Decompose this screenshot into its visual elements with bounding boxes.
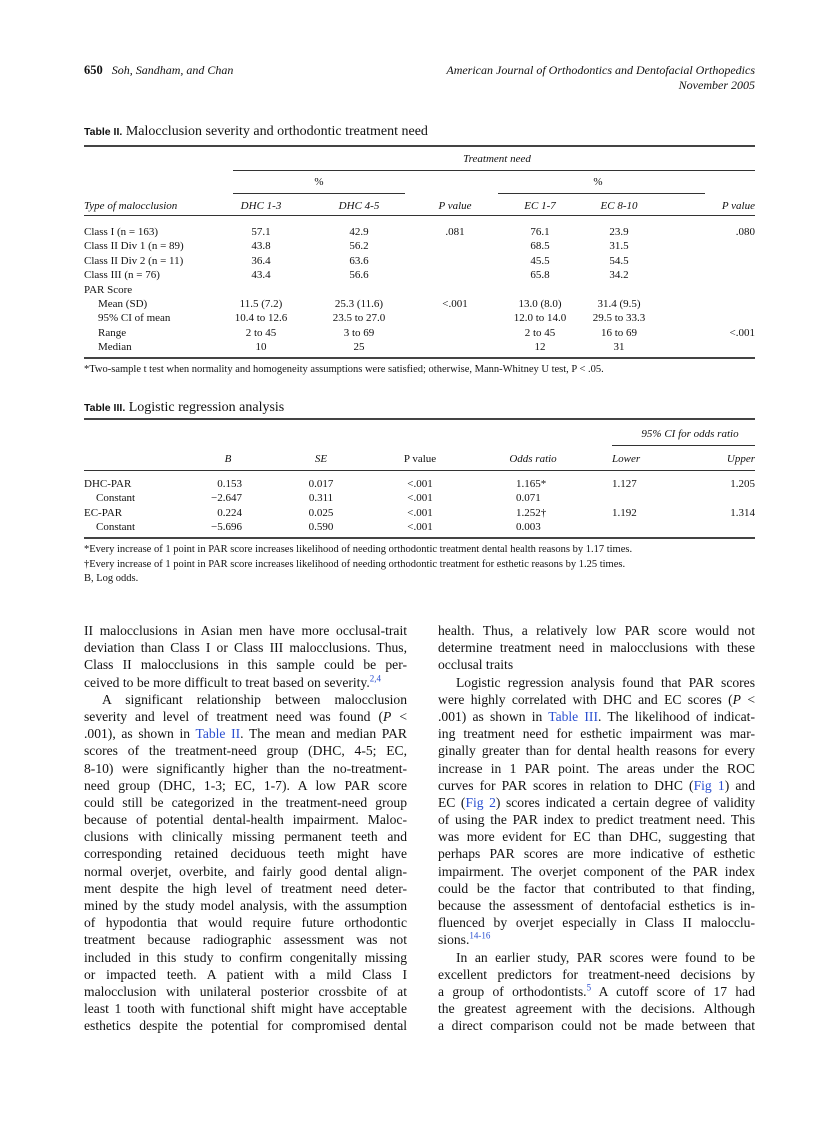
table-cell: 12.0 to 14.0 — [513, 312, 567, 325]
text-line — [438, 691, 755, 708]
text-line — [84, 1017, 407, 1034]
text-line — [438, 674, 755, 691]
row-label: Constant — [96, 492, 136, 505]
rule — [233, 193, 405, 194]
running-header-right — [446, 63, 755, 93]
table3-top-rule — [84, 418, 755, 420]
text-line — [84, 622, 407, 639]
text-line — [84, 966, 407, 983]
text: treatment because radiographic assessment was not — [84, 932, 407, 948]
text: or impacted teeth. A patient with a mild Class I — [84, 966, 407, 982]
table-cell: .080 — [735, 226, 755, 238]
text: malocclusion with unilateral posterior crossbite of at — [84, 983, 407, 999]
column-header: P value — [721, 200, 755, 212]
table-cell: <.001 — [729, 326, 755, 339]
text: could be the factor that contributed to that finding, — [438, 880, 755, 896]
body-column-right — [438, 622, 755, 1035]
text-line — [438, 725, 755, 742]
row-label: Range — [98, 326, 127, 339]
text: occlusal traits — [438, 657, 514, 673]
row-label: Mean (SD) — [98, 298, 148, 310]
cross-reference-link[interactable]: Fig 1 — [693, 777, 725, 793]
text: .001) as shown in — [438, 708, 549, 724]
row-label: Class II Div 2 (n = 11) — [84, 254, 184, 267]
table-cell: 56.6 — [349, 269, 369, 282]
text-line — [438, 777, 755, 794]
table-cell: 0.224 — [217, 506, 242, 519]
text: . The likelihood of indicat- — [597, 708, 755, 724]
rule — [612, 445, 755, 446]
text: A significant relationship between malocclusion — [102, 691, 407, 707]
table-cell: 56.2 — [349, 240, 369, 253]
row-label: Class I (n = 163) — [84, 226, 159, 238]
text: ment despite the high level of treatment need deter- — [84, 880, 407, 896]
text-line — [438, 656, 755, 673]
text-line — [438, 828, 755, 845]
text-line — [438, 742, 755, 759]
table3-footnote: B, Log odds. — [84, 573, 139, 584]
column-header: Type of malocclusion — [84, 200, 178, 212]
text: the greatest agreement with the decisions. Although — [438, 1001, 755, 1017]
text-line — [84, 656, 407, 673]
table-cell: 0.590 — [308, 521, 334, 534]
table-cell: 1.165* — [516, 478, 547, 490]
table-cell: 45.5 — [530, 254, 550, 267]
table2-caption — [84, 124, 428, 140]
text-line — [84, 639, 407, 656]
table-cell: 31 — [613, 341, 625, 354]
table-cell: 23.5 to 27.0 — [332, 312, 386, 325]
text: could still be categorized in the treatment-need group — [84, 794, 407, 810]
italic-text: P — [732, 691, 741, 707]
text-line — [84, 1000, 407, 1017]
table-cell: 16 to 69 — [600, 326, 638, 339]
table-cell: 13.0 (8.0) — [518, 298, 562, 310]
text-line — [84, 691, 407, 708]
table3-title: Logistic regression analysis — [128, 400, 285, 415]
text: least 1 tooth with functional shift might have acceptable — [84, 1001, 407, 1017]
cross-reference-link[interactable]: Table III — [548, 708, 598, 724]
text-line — [84, 897, 407, 914]
text: EC ( — [438, 794, 466, 810]
text-line — [84, 931, 407, 948]
row-label: Class III (n = 76) — [84, 269, 160, 282]
text-line — [84, 845, 407, 862]
text: health. Thus, a relatively low PAR score would not — [438, 623, 755, 638]
text: perhaps PAR scores are more indicative of esthetic — [438, 846, 755, 862]
text-line — [84, 725, 407, 742]
table3-footnote: *Every increase of 1 point in PAR score increases likelihood of needing orthodontic treatment dental health reasons by 1.17 times. — [84, 544, 633, 555]
text: because the assessment of dentofacial esthetics is in- — [438, 898, 755, 913]
text: In an earlier study, PAR scores were found to be — [456, 949, 755, 965]
text-line — [438, 639, 755, 656]
text-line — [438, 622, 755, 639]
text: ) scores indicated a certain degree of validity — [495, 794, 756, 810]
text: . The mean and median PAR — [240, 726, 407, 742]
pct-ec: % — [593, 176, 603, 188]
table-cell: 23.9 — [609, 226, 629, 238]
table-cell: 2 to 45 — [245, 326, 277, 339]
text: curves for PAR scores in relation to DHC ( — [438, 777, 694, 793]
text: 8-10) were significantly higher than the no-treatment- — [84, 760, 407, 776]
table-cell: <.001 — [407, 478, 433, 490]
table-cell: 65.8 — [530, 269, 550, 282]
column-header: DHC 1-3 — [240, 200, 282, 212]
table-cell: 0.071 — [516, 492, 541, 505]
citation-superscript-link[interactable]: 2,4 — [369, 673, 381, 684]
column-header: SE — [314, 453, 328, 465]
table-cell: 12 — [534, 341, 546, 354]
column-header: EC 1-7 — [524, 200, 556, 212]
table-cell: 57.1 — [251, 226, 271, 238]
table-cell: 0.003 — [516, 521, 541, 534]
table-cell: 10.4 to 12.6 — [234, 312, 288, 325]
body-column-left — [84, 622, 407, 1035]
page-number: 650 — [84, 63, 103, 77]
text: severity and level of treatment need was found ( — [84, 708, 383, 724]
text: ginally greater than for dental health reasons for every — [438, 743, 755, 759]
table-cell: 1.314 — [730, 506, 755, 519]
table-cell: 31.4 (9.5) — [597, 298, 641, 310]
text-line — [438, 931, 755, 948]
text-line — [438, 1017, 755, 1034]
text: < — [391, 708, 407, 724]
text: were highly correlated with DHC and EC scores ( — [438, 691, 733, 707]
text-line — [438, 966, 755, 983]
text: ing treatment need for esthetic impairment was mar- — [438, 726, 755, 742]
text: corresponding retained deciduous teeth might have — [84, 846, 407, 862]
text-line — [84, 828, 407, 845]
table2-bottom-rule — [84, 357, 755, 359]
table-cell: 3 to 69 — [343, 326, 375, 339]
table-cell: <.001 — [407, 506, 433, 519]
text-line — [438, 897, 755, 914]
text-line — [438, 1000, 755, 1017]
column-header: Odds ratio — [509, 453, 557, 465]
row-label: Median — [98, 341, 132, 354]
text: determine treatment need in malocclusions with these — [438, 640, 755, 656]
table3-bottom-rule — [84, 537, 755, 539]
column-header: DHC 4-5 — [338, 200, 380, 212]
table-cell: <.001 — [407, 521, 433, 534]
text: a group of orthodontists. — [438, 983, 587, 999]
text-line — [438, 794, 755, 811]
text: sions. — [438, 932, 470, 948]
text: included in this study to confirm congenitally missing — [84, 949, 407, 965]
table-cell: 31.5 — [609, 240, 629, 253]
row-label: 95% CI of mean — [98, 312, 171, 325]
text: deviation than Class I or Class III malocclusions. Thus, — [84, 640, 407, 656]
text: need group (DHC, 1-3; EC, 1-7). A low PAR score — [84, 777, 407, 793]
text: was more evident for EC than DHC, suggesting that — [438, 829, 755, 845]
table-cell: −2.647 — [211, 492, 242, 505]
table-cell: 76.1 — [530, 226, 550, 238]
text-line — [84, 811, 407, 828]
text: esthetics despite the potential for compromised dental — [84, 1018, 407, 1034]
column-header: EC 8-10 — [600, 200, 638, 212]
journal-name: American Journal of Orthodontics and Dentofacial Orthopedics — [446, 63, 755, 77]
text: a direct comparison could not be made between that — [438, 1018, 755, 1034]
table-cell: 1.252† — [516, 506, 547, 519]
table-cell: 25 — [353, 341, 365, 354]
text: fluenced by overjet especially in Class II malocclu- — [438, 915, 755, 931]
table-cell: 29.5 to 33.3 — [592, 312, 646, 325]
text: because of potential dental-health impairment. Maloc- — [84, 812, 407, 828]
text: normal overjet, overbite, and fairly good dental align- — [84, 863, 407, 879]
text-line — [84, 674, 407, 691]
table2-title: Malocclusion severity and orthodontic treatment need — [125, 124, 428, 139]
text-line — [84, 777, 407, 794]
text-line — [84, 863, 407, 880]
text-line — [438, 863, 755, 880]
italic-text: P — [382, 708, 392, 724]
cross-reference-link[interactable]: Table II — [195, 726, 241, 742]
authors: Soh, Sandham, and Chan — [111, 63, 234, 77]
text-line — [438, 983, 755, 1000]
rule — [84, 470, 755, 471]
row-label: Class II Div 1 (n = 89) — [84, 240, 184, 253]
rule — [84, 215, 755, 216]
text-line — [438, 914, 755, 931]
text: of hypodontia that would require future orthodontic — [84, 915, 407, 931]
table-cell: 0.017 — [308, 478, 334, 490]
text: of using the PAR index to predict treatment need. This — [438, 812, 755, 828]
table-cell: <.001 — [407, 492, 433, 505]
text-line — [438, 760, 755, 777]
citation-superscript-link[interactable]: 14-16 — [469, 930, 491, 941]
table-cell: 25.3 (11.6) — [334, 298, 384, 310]
text: .001), as shown in — [84, 726, 196, 742]
text: Class II malocclusions in this sample could be per- — [84, 657, 407, 673]
table3-footnote: †Every increase of 1 point in PAR score increases likelihood of needing orthodontic treatment for esthetic reasons by 1.25 times. — [84, 559, 626, 570]
table-cell: 36.4 — [251, 254, 271, 267]
text-line — [438, 949, 755, 966]
issue-date: November 2005 — [678, 78, 755, 92]
text: ) and — [724, 777, 755, 793]
table-cell: 34.2 — [609, 269, 629, 282]
row-label: Constant — [96, 521, 136, 534]
table3-caption — [84, 400, 284, 416]
table-cell: −5.696 — [211, 521, 242, 534]
text-line — [84, 794, 407, 811]
text: II malocclusions in Asian men have more occlusal-trait — [84, 623, 407, 638]
table2-top-rule — [84, 145, 755, 147]
text-line — [84, 914, 407, 931]
table-cell: 1.205 — [730, 478, 755, 490]
text-line — [84, 880, 407, 897]
text-line — [84, 708, 407, 725]
column-header: Upper — [726, 453, 755, 465]
table-cell: 43.8 — [251, 240, 271, 253]
table-cell: 10 — [255, 341, 267, 354]
text: A cutoff score of 17 had — [591, 983, 755, 999]
table-cell: 2 to 45 — [524, 326, 556, 339]
text-line — [438, 880, 755, 897]
column-header: P value — [438, 200, 472, 212]
row-label: PAR Score — [84, 283, 133, 296]
text: increase in 1 PAR point. The areas under the ROC — [438, 760, 755, 776]
table-cell: .081 — [445, 226, 465, 238]
rule — [498, 193, 705, 194]
table2-label: Table II. — [84, 126, 123, 138]
text: impairment. The overjet component of the PAR index — [438, 863, 755, 879]
column-header: B — [224, 453, 232, 465]
table-cell: 11.5 (7.2) — [239, 298, 283, 310]
text-line — [438, 708, 755, 725]
rule — [233, 170, 755, 171]
table2-footnote: *Two-sample t test when normality and homogeneity assumptions were satisfied; otherwise, Mann-Whitney U test, P < .05. — [84, 364, 604, 375]
text: scores of the treatment-need group (DHC, 4-5; EC, — [84, 743, 407, 759]
table-cell: 42.9 — [349, 226, 369, 238]
table-cell: 43.4 — [251, 269, 271, 282]
text: ceived to be more difficult to treat based on severity. — [84, 674, 370, 690]
running-header-left — [84, 63, 233, 78]
text-line — [84, 760, 407, 777]
pct-dhc: % — [314, 176, 324, 188]
table-cell: 0.153 — [217, 478, 242, 490]
text: < — [740, 691, 755, 707]
text-line — [438, 845, 755, 862]
text: Logistic regression analysis found that PAR scores — [456, 674, 755, 690]
table-cell: 0.025 — [308, 506, 334, 519]
text: excellent predictors for treatment-need decisions by — [438, 966, 755, 982]
column-header: P value — [403, 453, 437, 465]
text: mined by the study model analysis, with the assumption — [84, 898, 407, 913]
text-line — [84, 742, 407, 759]
row-label: DHC-PAR — [84, 478, 132, 490]
table-cell: 1.127 — [612, 478, 637, 490]
table2-group-header: Treatment need — [463, 153, 531, 165]
table-cell: 63.6 — [349, 254, 369, 267]
table-cell: 1.192 — [612, 506, 637, 519]
cross-reference-link[interactable]: Fig 2 — [465, 794, 496, 810]
table3-group-header: 95% CI for odds ratio — [641, 428, 739, 440]
table-cell: 0.311 — [308, 492, 334, 505]
text: clusions with clinically missing permanent teeth and — [84, 829, 407, 845]
text-line — [84, 949, 407, 966]
row-label: EC-PAR — [84, 506, 123, 519]
table-cell: 68.5 — [530, 240, 550, 253]
column-header: Lower — [612, 453, 641, 465]
table-cell: 54.5 — [609, 254, 629, 267]
text-line — [438, 811, 755, 828]
table3-label: Table III. — [84, 402, 126, 414]
text-line — [84, 983, 407, 1000]
citation-superscript-link[interactable]: 5 — [586, 982, 592, 993]
table-cell: <.001 — [442, 298, 468, 310]
